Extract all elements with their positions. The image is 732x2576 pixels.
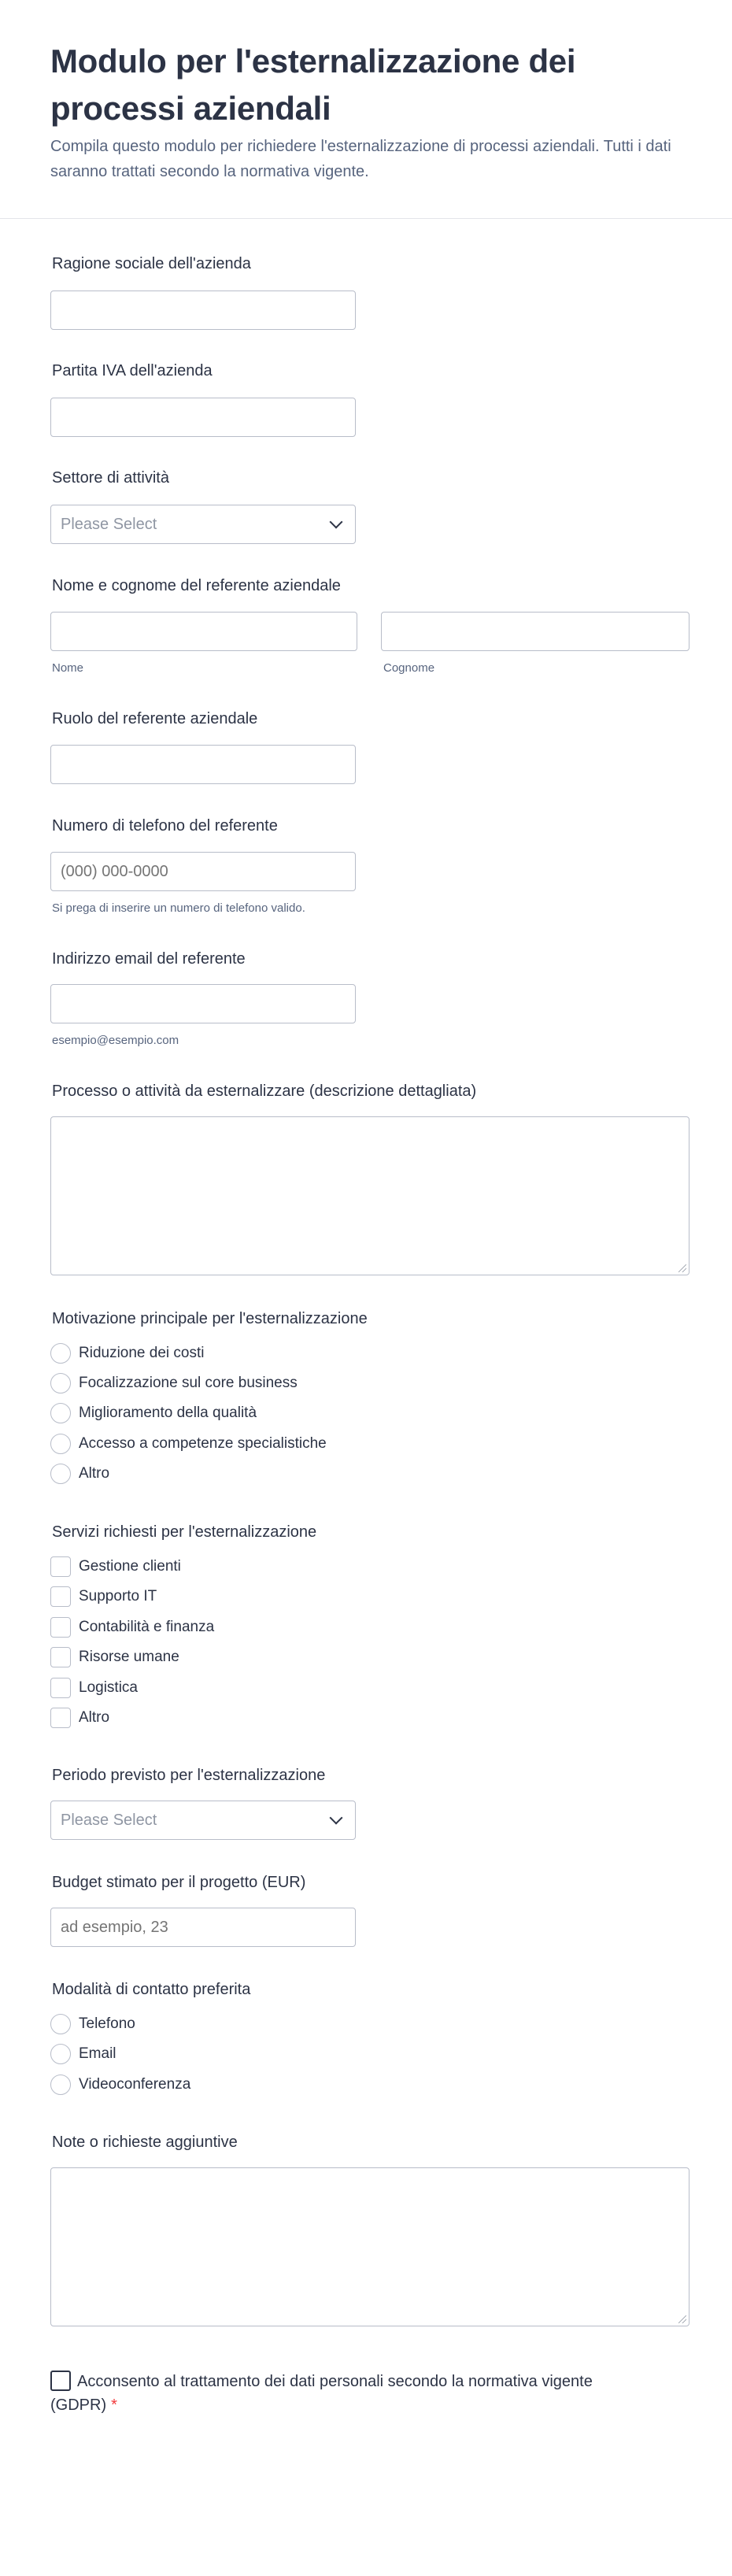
- checkbox-icon[interactable]: [50, 1647, 71, 1667]
- contact-name-label: Nome e cognome del referente aziendale: [52, 577, 341, 594]
- phone-input[interactable]: [50, 852, 356, 891]
- radio-icon[interactable]: [50, 1373, 71, 1393]
- notes-textarea[interactable]: [50, 2167, 689, 2326]
- services-option[interactable]: Gestione clienti: [50, 1556, 181, 1578]
- services-option[interactable]: Contabilità e finanza: [50, 1616, 214, 1638]
- period-label: Periodo previsto per l'esternalizzazione: [52, 1767, 326, 1784]
- checkbox-icon[interactable]: [50, 1678, 71, 1698]
- process-textarea[interactable]: [50, 1116, 689, 1275]
- radio-icon[interactable]: [50, 2014, 71, 2034]
- email-label: Indirizzo email del referente: [52, 950, 246, 968]
- motivation-option[interactable]: Altro: [50, 1463, 109, 1485]
- phone-label: Numero di telefono del referente: [52, 817, 278, 835]
- first-name-sublabel: Nome: [52, 661, 84, 675]
- process-label: Processo o attività da esternalizzare (descrizione dettagliata): [52, 1083, 477, 1100]
- sector-select[interactable]: [50, 505, 356, 544]
- company-name-label: Ragione sociale dell'azienda: [52, 255, 251, 272]
- motivation-label: Motivazione principale per l'esternalizzazione: [52, 1310, 368, 1327]
- vat-label: Partita IVA dell'azienda: [52, 362, 213, 379]
- chevron-down-icon: [330, 516, 343, 529]
- motivation-option[interactable]: Miglioramento della qualità: [50, 1402, 257, 1424]
- contact-mode-option[interactable]: Videoconferenza: [50, 2074, 190, 2096]
- services-option[interactable]: Supporto IT: [50, 1586, 157, 1608]
- notes-label: Note o richieste aggiuntive: [52, 2134, 238, 2151]
- motivation-option[interactable]: Accesso a competenze specialistiche: [50, 1433, 327, 1455]
- radio-icon[interactable]: [50, 2044, 71, 2064]
- period-select[interactable]: [50, 1801, 356, 1840]
- form-description: Compila questo modulo per richiedere l'esternalizzazione di processi aziendali. Tutti i dati saranno trattati secondo la normativa vigente.: [50, 138, 671, 180]
- contact-mode-option[interactable]: Telefono: [50, 2013, 135, 2035]
- radio-icon[interactable]: [50, 1434, 71, 1454]
- motivation-option[interactable]: Focalizzazione sul core business: [50, 1372, 298, 1394]
- budget-input[interactable]: [50, 1908, 356, 1947]
- budget-label: Budget stimato per il progetto (EUR): [52, 1874, 306, 1891]
- phone-hint: Si prega di inserire un numero di telefono valido.: [52, 901, 305, 915]
- consent-field[interactable]: [50, 2370, 601, 2417]
- contact-mode-option[interactable]: Email: [50, 2043, 116, 2065]
- form-title: Modulo per l'esternalizzazione dei processi aziendali: [50, 43, 576, 127]
- services-label: Servizi richiesti per l'esternalizzazione: [52, 1523, 317, 1541]
- required-mark: *: [111, 2396, 117, 2414]
- sector-label: Settore di attività: [52, 469, 169, 487]
- services-option[interactable]: Risorse umane: [50, 1646, 179, 1668]
- motivation-option[interactable]: Riduzione dei costi: [50, 1342, 204, 1364]
- first-name-input[interactable]: [50, 612, 357, 651]
- checkbox-icon[interactable]: [50, 1617, 71, 1638]
- email-hint: esempio@esempio.com: [52, 1034, 179, 1047]
- form-header: [0, 0, 732, 219]
- resize-grip-icon[interactable]: [678, 2315, 686, 2323]
- consent-label: Acconsento al trattamento dei dati personali secondo la normativa vigente (GDPR): [50, 2373, 593, 2414]
- last-name-sublabel: Cognome: [383, 661, 435, 675]
- consent-checkbox[interactable]: [50, 2371, 71, 2391]
- contact-role-label: Ruolo del referente aziendale: [52, 710, 258, 727]
- period-select-placeholder: Please Select: [61, 1811, 157, 1829]
- chevron-down-icon: [330, 1812, 343, 1825]
- vat-input[interactable]: [50, 398, 356, 437]
- company-name-input[interactable]: [50, 291, 356, 330]
- last-name-input[interactable]: [381, 612, 689, 651]
- radio-icon[interactable]: [50, 2074, 71, 2095]
- radio-icon[interactable]: [50, 1403, 71, 1423]
- radio-icon[interactable]: [50, 1464, 71, 1484]
- services-option[interactable]: Logistica: [50, 1677, 138, 1699]
- radio-icon[interactable]: [50, 1343, 71, 1364]
- services-option[interactable]: Altro: [50, 1707, 109, 1729]
- email-input[interactable]: [50, 984, 356, 1023]
- sector-select-placeholder: Please Select: [61, 515, 157, 533]
- contact-mode-label: Modalità di contatto preferita: [52, 1981, 251, 1998]
- checkbox-icon[interactable]: [50, 1586, 71, 1607]
- checkbox-icon[interactable]: [50, 1708, 71, 1728]
- checkbox-icon[interactable]: [50, 1556, 71, 1577]
- resize-grip-icon[interactable]: [678, 1264, 686, 1272]
- contact-role-input[interactable]: [50, 745, 356, 784]
